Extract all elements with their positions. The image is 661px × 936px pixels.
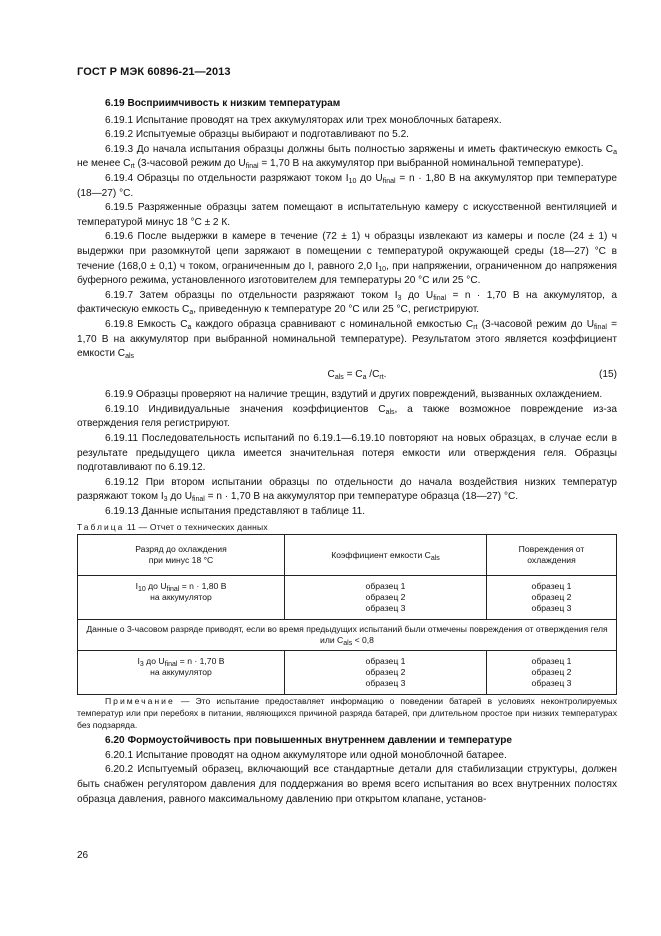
paragraph-6-19-9: 6.19.9 Образцы проверяют на наличие трещин, вздутий и других повреждений, вызванных охлаждением. (105, 389, 603, 401)
table-cell-discharge-i3: $I_3$ до $U_{final} = n \cdot 1,70$ В на аккумулятор (78, 651, 285, 695)
paragraph-6-19-6: 6.19.6 После выдержки в камере в течение (72 ± 1) ч образцы извлекают из камеры и после (24 ± 1) ч выдержки при разомкнутой цепи заряжают в помещении с температурой окружающей среды (18—27) °С в течение (168,0 ± 0,1) ч током, ограниченным до I, равного 2,0 $I_{10}$, при напряжении, ограниченном до напряжения буферного режима, установленного изготовителем для температуры 20 °С или 25 °С. (77, 231, 617, 287)
paragraph-6-19-13: 6.19.13 Данные испытания представляют в таблице 11. (105, 506, 366, 518)
paragraph-6-19-12: 6.19.12 При втором испытании образцы по отдельности до начала воздействия низких температур разряжают током $I_3$ до $U_{final} = n \cdot 1,70$ В на аккумулятор при температуре образца (18—27) °С. (77, 476, 617, 504)
paragraph-6-19-10: 6.19.10 Индивидуальные значения коэффициентов $C_{als}$, а также возможное повреждение из-за отверждения геля регистрируют. (77, 403, 617, 430)
table-cell-discharge-i10: $I_{10}$ до $U_{final} = n \cdot 1,80$ В на аккумулятор (78, 576, 285, 620)
paragraph-6-19-7: 6.19.7 Затем образцы по отдельности разряжают током $I_3$ до $U_{final} = n \cdot 1,70$ В на аккумулятор, а фактическую емкость $C_a$, приведенную к температуре 20 °С или 25 °С, регистрируют. (77, 289, 617, 317)
table-note: Примечание — Это испытание предоставляет информацию о поведении батарей в условиях неконтролируемых температур или при перебоях в питании, являющихся причиной разряда батарей, при длительном простое при низких температурах без подзаряда. (77, 696, 617, 731)
table-row (78, 576, 617, 620)
table-row (78, 651, 617, 695)
table-cell-capacity-samples: образец 1 образец 2 образец 3 (285, 576, 487, 620)
technical-data-table (77, 534, 617, 695)
table-caption: Таблица 11 — Отчет о технических данных (77, 521, 268, 532)
paragraph-6-20-1: 6.20.1 Испытание проводят на одном аккумуляторе или одной моноблочной батарее. (105, 749, 507, 761)
table-cell-damage-samples: образец 1 образец 2 образец 3 (487, 576, 617, 620)
paragraph-6-19-4: 6.19.4 Образцы по отдельности разряжают током $I_{10}$ до $U_{final} = n \cdot 1,80$ В на аккумулятор при температуре (18—27) °С. (77, 172, 617, 199)
table-cell-condition-note: Данные о 3-часовом разряде приводят, если во время предыдущих испытаний были отмечены повреждения от отверждения геля или $C_{als} < 0,8$ (78, 620, 617, 651)
table-header-discharge: Разряд до охлаждения при минус 18 °С (78, 535, 285, 576)
table-cell-capacity-samples: образец 1 образец 2 образец 3 (285, 651, 487, 695)
page-number: 26 (77, 850, 89, 861)
table-header-row (78, 535, 617, 576)
paragraph-6-19-5: 6.19.5 Разряженные образцы затем помещают в испытательную камеру с искусственной вентиляцией и температурой минус 18 °С ± 2 К. (77, 202, 617, 228)
document-body (77, 97, 617, 807)
document-header: ГОСТ Р МЭК 60896-21—2013 (77, 66, 231, 78)
paragraph-6-20-2: 6.20.2 Испытуемый образец, включающий все стандартные детали для стабилизации структуры, должен быть снабжен регулятором давления для поддержания во время всего испытания во всех внутренних полостях образца давления, равного максимальному давлению при открытом клапане, установ- (77, 764, 617, 805)
table-header-damage: Повреждения от охлаждения (487, 535, 617, 576)
formula-expression: $C_{als} = C_a$ $/C_{rt}$. (327, 368, 387, 381)
table-row (78, 620, 617, 651)
section-title-6-20: 6.20 Формоустойчивость при повышенных внутреннем давлении и температуре (105, 735, 512, 747)
table-header-capacity: Коэффициент емкости $C_{als}$ (285, 535, 487, 576)
paragraph-6-19-11: 6.19.11 Последовательность испытаний по 6.19.1—6.19.10 повторяют на новых образцах, в случае если в результате предыдущего цикла имеется значительная потеря емкости или отверждения геля. Образцы подготавливают по 6.19.12. (77, 433, 617, 474)
table-cell-damage-samples: образец 1 образец 2 образец 3 (487, 651, 617, 695)
formula-15 (77, 368, 617, 383)
section-title-6-19: 6.19 Восприимчивость к низким температурам (105, 98, 341, 109)
formula-number: (15) (599, 368, 617, 380)
paragraph-6-19-1: 6.19.1 Испытание проводят на трех аккумуляторах или трех моноблочных батареях. (105, 114, 502, 126)
paragraph-6-19-8: 6.19.8 Емкость $C_a$ каждого образца сравнивают с номинальной емкостью $C_{rt}$ (3-часовой режим до $U_{final} = 1,70$ В на аккумулятор при выбранной номинальной температуре). Результатом этого является коэффициент емкости $C_{als}$ (77, 318, 617, 361)
paragraph-6-19-2: 6.19.2 Испытуемые образцы выбирают и подготавливают по 5.2. (105, 129, 409, 141)
paragraph-6-19-3: 6.19.3 До начала испытания образцы должны быть полностью заряжены и иметь фактическую емкость $C_a$ не менее $C_{rt}$ (3-часовой режим до $U_{final} = 1,70$ В на аккумулятор при выбранной номинальной температуре). (77, 143, 617, 171)
